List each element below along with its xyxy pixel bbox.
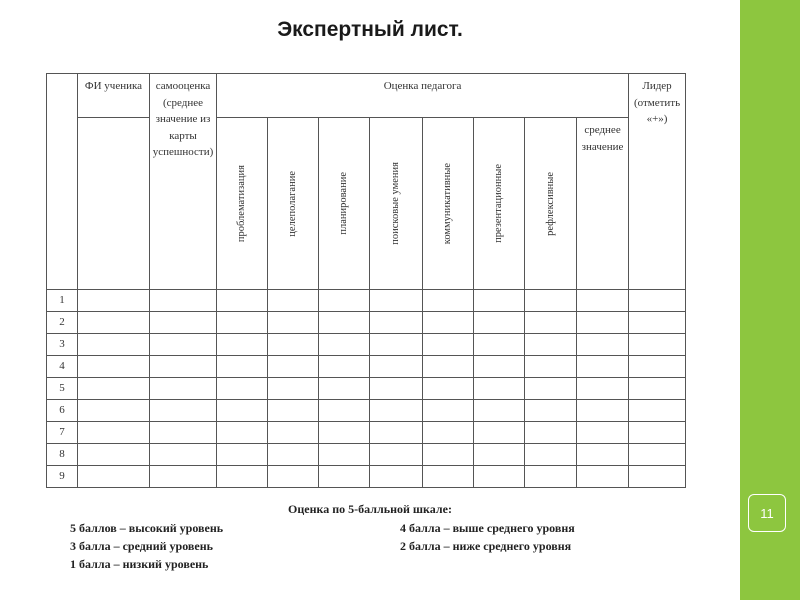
table-cell xyxy=(525,312,577,334)
table-cell xyxy=(150,312,217,334)
page-title: Экспертный лист. xyxy=(277,18,463,41)
row-number: 3 xyxy=(47,334,78,356)
table-cell xyxy=(577,312,629,334)
table-cell xyxy=(474,400,525,422)
header-fi: ФИ ученика xyxy=(78,74,150,118)
table-cell xyxy=(268,444,319,466)
table-cell xyxy=(423,378,474,400)
table-cell xyxy=(78,422,150,444)
table-cell xyxy=(525,444,577,466)
table-cell xyxy=(423,466,474,488)
table-cell xyxy=(525,334,577,356)
table-cell xyxy=(474,378,525,400)
table-cell xyxy=(319,290,370,312)
table-cell xyxy=(217,444,268,466)
table-cell xyxy=(217,356,268,378)
legend-item: 5 баллов – высокий уровень xyxy=(70,521,224,535)
subheader-problematization: проблематизация xyxy=(217,118,268,290)
table-cell xyxy=(150,444,217,466)
table-cell xyxy=(217,378,268,400)
subheader-communicative: коммуникативные xyxy=(423,118,474,290)
table-cell xyxy=(268,356,319,378)
table-cell xyxy=(268,400,319,422)
expert-table xyxy=(46,73,686,488)
table-cell xyxy=(268,378,319,400)
table-cell xyxy=(268,422,319,444)
table-cell xyxy=(423,400,474,422)
subheader-average: среднее значение xyxy=(577,118,629,290)
legend-item: 2 балла – ниже среднего уровня xyxy=(400,539,572,553)
row-number: 5 xyxy=(47,378,78,400)
table-cell xyxy=(577,422,629,444)
table-cell xyxy=(319,356,370,378)
table-cell xyxy=(150,334,217,356)
table-cell xyxy=(577,356,629,378)
header-fi-empty xyxy=(78,118,150,290)
page-number: 11 xyxy=(748,494,786,532)
table-cell xyxy=(423,422,474,444)
table-cell xyxy=(577,444,629,466)
grading-legend xyxy=(70,500,670,573)
table-cell xyxy=(629,444,686,466)
table-cell xyxy=(319,444,370,466)
table-cell xyxy=(423,334,474,356)
table-cell xyxy=(370,444,423,466)
table-cell xyxy=(78,466,150,488)
table-cell xyxy=(370,400,423,422)
subheader-search-skills: поисковые умения xyxy=(370,118,423,290)
legend-item: 1 балла – низкий уровень xyxy=(70,557,209,571)
table-cell xyxy=(525,378,577,400)
table-cell xyxy=(577,334,629,356)
table-cell xyxy=(370,466,423,488)
table-cell xyxy=(78,312,150,334)
legend-item: 3 балла – средний уровень xyxy=(70,539,213,553)
subheader-planning: планирование xyxy=(319,118,370,290)
table-cell xyxy=(78,290,150,312)
table-cell xyxy=(319,334,370,356)
table-cell xyxy=(319,400,370,422)
legend-caption: Оценка по 5-балльной шкале: xyxy=(288,502,452,516)
table-cell xyxy=(370,422,423,444)
table-cell xyxy=(423,312,474,334)
table-cell xyxy=(217,466,268,488)
table-cell xyxy=(474,356,525,378)
table-cell xyxy=(474,334,525,356)
header-self-assessment: самооценка (среднее значение из карты успешности) xyxy=(150,74,217,290)
subheader-presentational: презентационные xyxy=(474,118,525,290)
table-cell xyxy=(150,400,217,422)
table-cell xyxy=(423,290,474,312)
table-cell xyxy=(525,356,577,378)
subheader-goal-setting: целеполагание xyxy=(268,118,319,290)
table-cell xyxy=(319,378,370,400)
header-leader: Лидер (отметить «+») xyxy=(629,74,686,290)
table-cell xyxy=(474,290,525,312)
table-cell xyxy=(268,466,319,488)
table-cell xyxy=(217,422,268,444)
subheader-reflexive: рефлексивные xyxy=(525,118,577,290)
table-cell xyxy=(577,378,629,400)
table-cell xyxy=(319,312,370,334)
table-cell xyxy=(629,290,686,312)
table-cell xyxy=(150,422,217,444)
table-cell xyxy=(370,290,423,312)
table-cell xyxy=(423,444,474,466)
table-cell xyxy=(217,400,268,422)
table-cell xyxy=(629,422,686,444)
table-cell xyxy=(577,290,629,312)
header-number xyxy=(47,74,78,290)
table-cell xyxy=(577,400,629,422)
table-cell xyxy=(474,466,525,488)
table-cell xyxy=(150,290,217,312)
table-cell xyxy=(474,312,525,334)
table-cell xyxy=(370,312,423,334)
table-cell xyxy=(525,422,577,444)
table-cell xyxy=(78,378,150,400)
table-cell xyxy=(150,466,217,488)
table-cell xyxy=(150,356,217,378)
table-cell xyxy=(525,290,577,312)
row-number: 1 xyxy=(47,290,78,312)
table-cell xyxy=(268,334,319,356)
table-cell xyxy=(474,444,525,466)
table-cell xyxy=(629,356,686,378)
row-number: 4 xyxy=(47,356,78,378)
header-teacher-assessment: Оценка педагога xyxy=(217,74,629,118)
table-cell xyxy=(370,356,423,378)
table-cell xyxy=(78,444,150,466)
table-cell xyxy=(217,290,268,312)
table-cell xyxy=(150,378,217,400)
table-cell xyxy=(268,312,319,334)
row-number: 6 xyxy=(47,400,78,422)
table-cell xyxy=(629,378,686,400)
table-cell xyxy=(577,466,629,488)
table-cell xyxy=(319,466,370,488)
table-cell xyxy=(78,334,150,356)
row-number: 7 xyxy=(47,422,78,444)
table-cell xyxy=(629,400,686,422)
table-cell xyxy=(370,334,423,356)
table-cell xyxy=(629,466,686,488)
row-number: 9 xyxy=(47,466,78,488)
table-cell xyxy=(78,356,150,378)
legend-item: 4 балла – выше среднего уровня xyxy=(400,521,575,535)
table-cell xyxy=(525,466,577,488)
table-cell xyxy=(78,400,150,422)
table-cell xyxy=(217,312,268,334)
table-cell xyxy=(268,290,319,312)
table-cell xyxy=(319,422,370,444)
table-cell xyxy=(370,378,423,400)
table-cell xyxy=(474,422,525,444)
row-number: 8 xyxy=(47,444,78,466)
table-cell xyxy=(525,400,577,422)
table-cell xyxy=(629,312,686,334)
table-cell xyxy=(629,334,686,356)
table-cell xyxy=(423,356,474,378)
table-cell xyxy=(217,334,268,356)
row-number: 2 xyxy=(47,312,78,334)
